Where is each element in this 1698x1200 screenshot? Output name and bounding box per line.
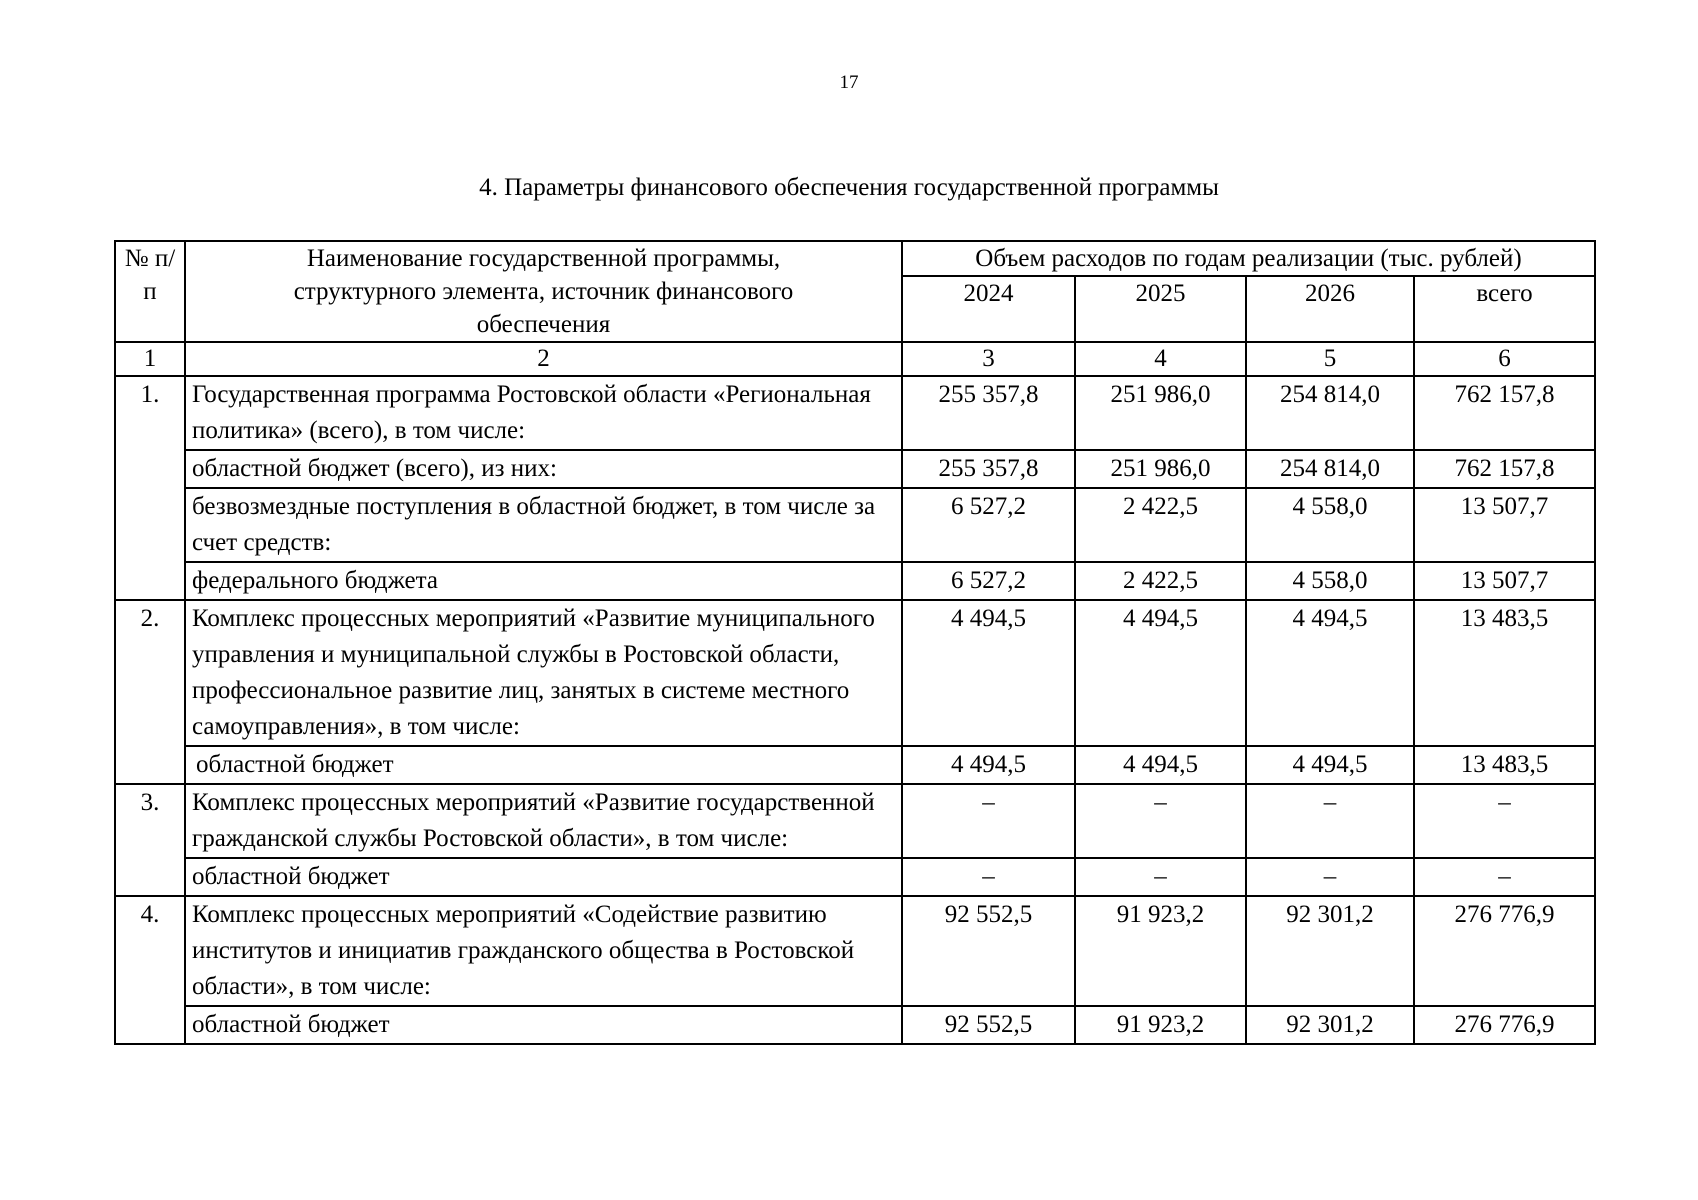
row-value: 255 357,8 [902, 376, 1075, 450]
row-value: – [902, 858, 1075, 896]
row-value: 92 301,2 [1246, 1006, 1414, 1044]
table-row [115, 488, 1595, 562]
col-number: 3 [902, 342, 1075, 376]
table-row [115, 896, 1595, 1006]
header-number: № п/п [115, 241, 185, 342]
col-number: 4 [1075, 342, 1246, 376]
row-value: – [1246, 784, 1414, 858]
column-numbers-row [115, 342, 1595, 376]
row-value: 4 494,5 [1075, 746, 1246, 784]
row-value: 4 494,5 [1246, 600, 1414, 746]
row-value: 276 776,9 [1414, 896, 1595, 1006]
row-value: – [902, 784, 1075, 858]
header-total: всего [1414, 276, 1595, 342]
row-name: федерального бюджета [185, 562, 902, 600]
row-value: 762 157,8 [1414, 376, 1595, 450]
row-value: 251 986,0 [1075, 376, 1246, 450]
col-number: 6 [1414, 342, 1595, 376]
col-number: 1 [115, 342, 185, 376]
row-name: областной бюджет [185, 858, 902, 896]
row-value: 91 923,2 [1075, 1006, 1246, 1044]
row-value: 13 507,7 [1414, 488, 1595, 562]
page-number: 17 [839, 72, 859, 93]
header-row-1 [115, 241, 1595, 276]
row-number: 2. [115, 600, 185, 784]
row-value: 92 552,5 [902, 896, 1075, 1006]
header-name: Наименование государственной программы, структурного элемента, источник финансового обеспечения [185, 241, 902, 342]
row-value: 4 494,5 [902, 600, 1075, 746]
row-value: 4 558,0 [1246, 488, 1414, 562]
row-value: 255 357,8 [902, 450, 1075, 488]
row-value: 254 814,0 [1246, 450, 1414, 488]
row-value: – [1414, 784, 1595, 858]
row-value: 762 157,8 [1414, 450, 1595, 488]
table-row [115, 600, 1595, 746]
header-volume: Объем расходов по годам реализации (тыс. рублей) [902, 241, 1595, 276]
row-name: безвозмездные поступления в областной бюджет, в том числе за счет средств: [185, 488, 902, 562]
table-row [115, 376, 1595, 450]
row-value: – [1246, 858, 1414, 896]
row-value: 4 494,5 [902, 746, 1075, 784]
row-name: Государственная программа Ростовской области «Региональная политика» (всего), в том числе: [185, 376, 902, 450]
row-value: 13 483,5 [1414, 600, 1595, 746]
table-row [115, 1006, 1595, 1044]
table-row [115, 746, 1595, 784]
row-value: 2 422,5 [1075, 562, 1246, 600]
financing-table [114, 240, 1596, 1045]
row-value: 91 923,2 [1075, 896, 1246, 1006]
row-number: 4. [115, 896, 185, 1044]
row-value: 4 494,5 [1246, 746, 1414, 784]
table-row [115, 562, 1595, 600]
row-name: областной бюджет [185, 1006, 902, 1044]
row-value: 92 301,2 [1246, 896, 1414, 1006]
row-number: 3. [115, 784, 185, 896]
row-name: Комплекс процессных мероприятий «Развитие муниципального управления и муниципальной службы в Ростовской области, профессиональное развитие лиц, занятых в системе местного самоуправления», в том числе: [185, 600, 902, 746]
row-value: 13 507,7 [1414, 562, 1595, 600]
table-row [115, 858, 1595, 896]
row-value: 6 527,2 [902, 562, 1075, 600]
row-number: 1. [115, 376, 185, 600]
row-name: Комплекс процессных мероприятий «Содействие развитию институтов и инициатив гражданского общества в Ростовской области», в том числе: [185, 896, 902, 1006]
row-name: Комплекс процессных мероприятий «Развитие государственной гражданской службы Ростовской области», в том числе: [185, 784, 902, 858]
header-year-2025: 2025 [1075, 276, 1246, 342]
row-value: – [1075, 858, 1246, 896]
row-value: 6 527,2 [902, 488, 1075, 562]
section-heading: 4. Параметры финансового обеспечения государственной программы [479, 174, 1219, 201]
row-value: 2 422,5 [1075, 488, 1246, 562]
row-value: 254 814,0 [1246, 376, 1414, 450]
row-value: 4 558,0 [1246, 562, 1414, 600]
table-row [115, 450, 1595, 488]
row-name: областной бюджет (всего), из них: [185, 450, 902, 488]
row-name: областной бюджет [185, 746, 902, 784]
row-value: 13 483,5 [1414, 746, 1595, 784]
table-row [115, 784, 1595, 858]
col-number: 2 [185, 342, 902, 376]
col-number: 5 [1246, 342, 1414, 376]
row-value: 276 776,9 [1414, 1006, 1595, 1044]
header-year-2024: 2024 [902, 276, 1075, 342]
row-value: – [1414, 858, 1595, 896]
header-year-2026: 2026 [1246, 276, 1414, 342]
row-value: 92 552,5 [902, 1006, 1075, 1044]
row-value: 251 986,0 [1075, 450, 1246, 488]
row-value: 4 494,5 [1075, 600, 1246, 746]
row-value: – [1075, 784, 1246, 858]
